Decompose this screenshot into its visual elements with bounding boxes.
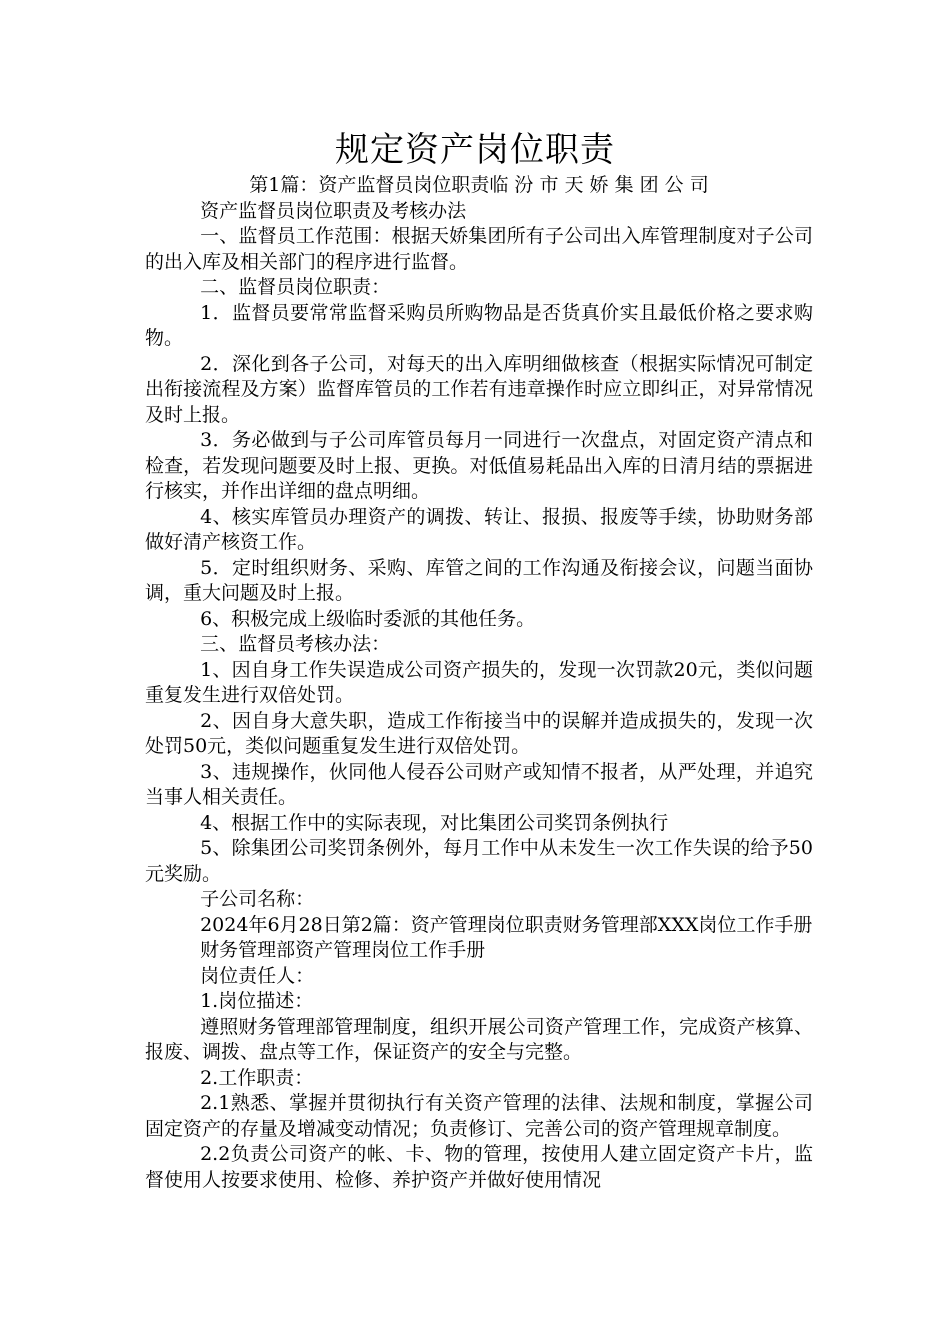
paragraph: 2、因自身大意失职，造成工作衔接当中的误解并造成损失的，发现一次处罚50元，类似问题重复发生进行双倍处罚。 — [145, 709, 813, 757]
paragraph: 3、违规操作，伙同他人侵吞公司财产或知情不报者，从严处理，并追究当事人相关责任。 — [145, 760, 813, 808]
document-body — [145, 173, 813, 1193]
responsible-person-line: 岗位责任人： — [200, 964, 315, 987]
paragraph: 2.1熟悉、掌握并贯彻执行有关资产管理的法律、法规和制度，掌握公司固定资产的存量及增减变动情况；负责修订、完善公司的资产管理规章制度。 — [145, 1092, 813, 1140]
article-1-heading: 第1篇：资产监督员岗位职责临 汾 市 天 娇 集 团 公 司 — [249, 174, 709, 196]
paragraph: 4、根据工作中的实际表现，对比集团公司奖罚条例执行 — [200, 811, 669, 834]
paragraph: 3．务必做到与子公司库管员每月一同进行一次盘点，对固定资产清点和检查，若发现问题要及时上报、更换。对低值易耗品出入库的日清月结的票据进行核实，并作出详细的盘点明细。 — [145, 429, 813, 502]
date-and-article-2-heading: 2024年6月28日第2篇：资产管理岗位职责财务管理部XXX岗位工作手册 — [200, 913, 813, 936]
paragraph: 1、因自身工作失误造成公司资产损失的，发现一次罚款20元，类似问题重复发生进行双倍处罚。 — [145, 658, 813, 706]
article-1-subtitle: 资产监督员岗位职责及考核办法 — [200, 199, 467, 222]
section-heading: 三、监督员考核办法： — [200, 633, 391, 655]
document-title: 规定资产岗位职责 — [335, 130, 615, 170]
subsidiary-name-line: 子公司名称： — [200, 888, 315, 910]
section-heading: 二、监督员岗位职责： — [200, 276, 391, 298]
paragraph: 6、积极完成上级临时委派的其他任务。 — [200, 607, 536, 630]
article-2-subtitle: 财务管理部资产管理岗位工作手册 — [200, 939, 486, 961]
paragraph: 5．定时组织财务、采购、库管之间的工作沟通及衔接会议，问题当面协调，重大问题及时上报。 — [145, 556, 813, 604]
paragraph: 5、除集团公司奖罚条例外，每月工作中从未发生一次工作失误的给予50元奖励。 — [145, 837, 813, 885]
paragraph: 一、监督员工作范围：根据天娇集团所有子公司出入库管理制度对子公司的出入库及相关部门的程序进行监督。 — [145, 225, 813, 273]
paragraph: 遵照财务管理部管理制度，组织开展公司资产管理工作，完成资产核算、报废、调拨、盘点等工作，保证资产的安全与完整。 — [145, 1015, 813, 1063]
paragraph: 4、核实库管员办理资产的调拨、转让、报损、报废等手续，协助财务部做好清产核资工作。 — [145, 505, 813, 553]
section-heading: 1.岗位描述： — [200, 990, 314, 1012]
paragraph: 2．深化到各子公司，对每天的出入库明细做核查（根据实际情况可制定出衔接流程及方案）监督库管员的工作若有违章操作时应立即纠正，对异常情况及时上报。 — [145, 352, 813, 426]
section-heading: 2.工作职责： — [200, 1066, 314, 1089]
paragraph: 2.2负责公司资产的帐、卡、物的管理，按使用人建立固定资产卡片，监督使用人按要求使用、检修、养护资产并做好使用情况 — [145, 1143, 813, 1191]
paragraph: 1．监督员要常常监督采购员所购物品是否货真价实且最低价格之要求购物。 — [145, 301, 813, 349]
